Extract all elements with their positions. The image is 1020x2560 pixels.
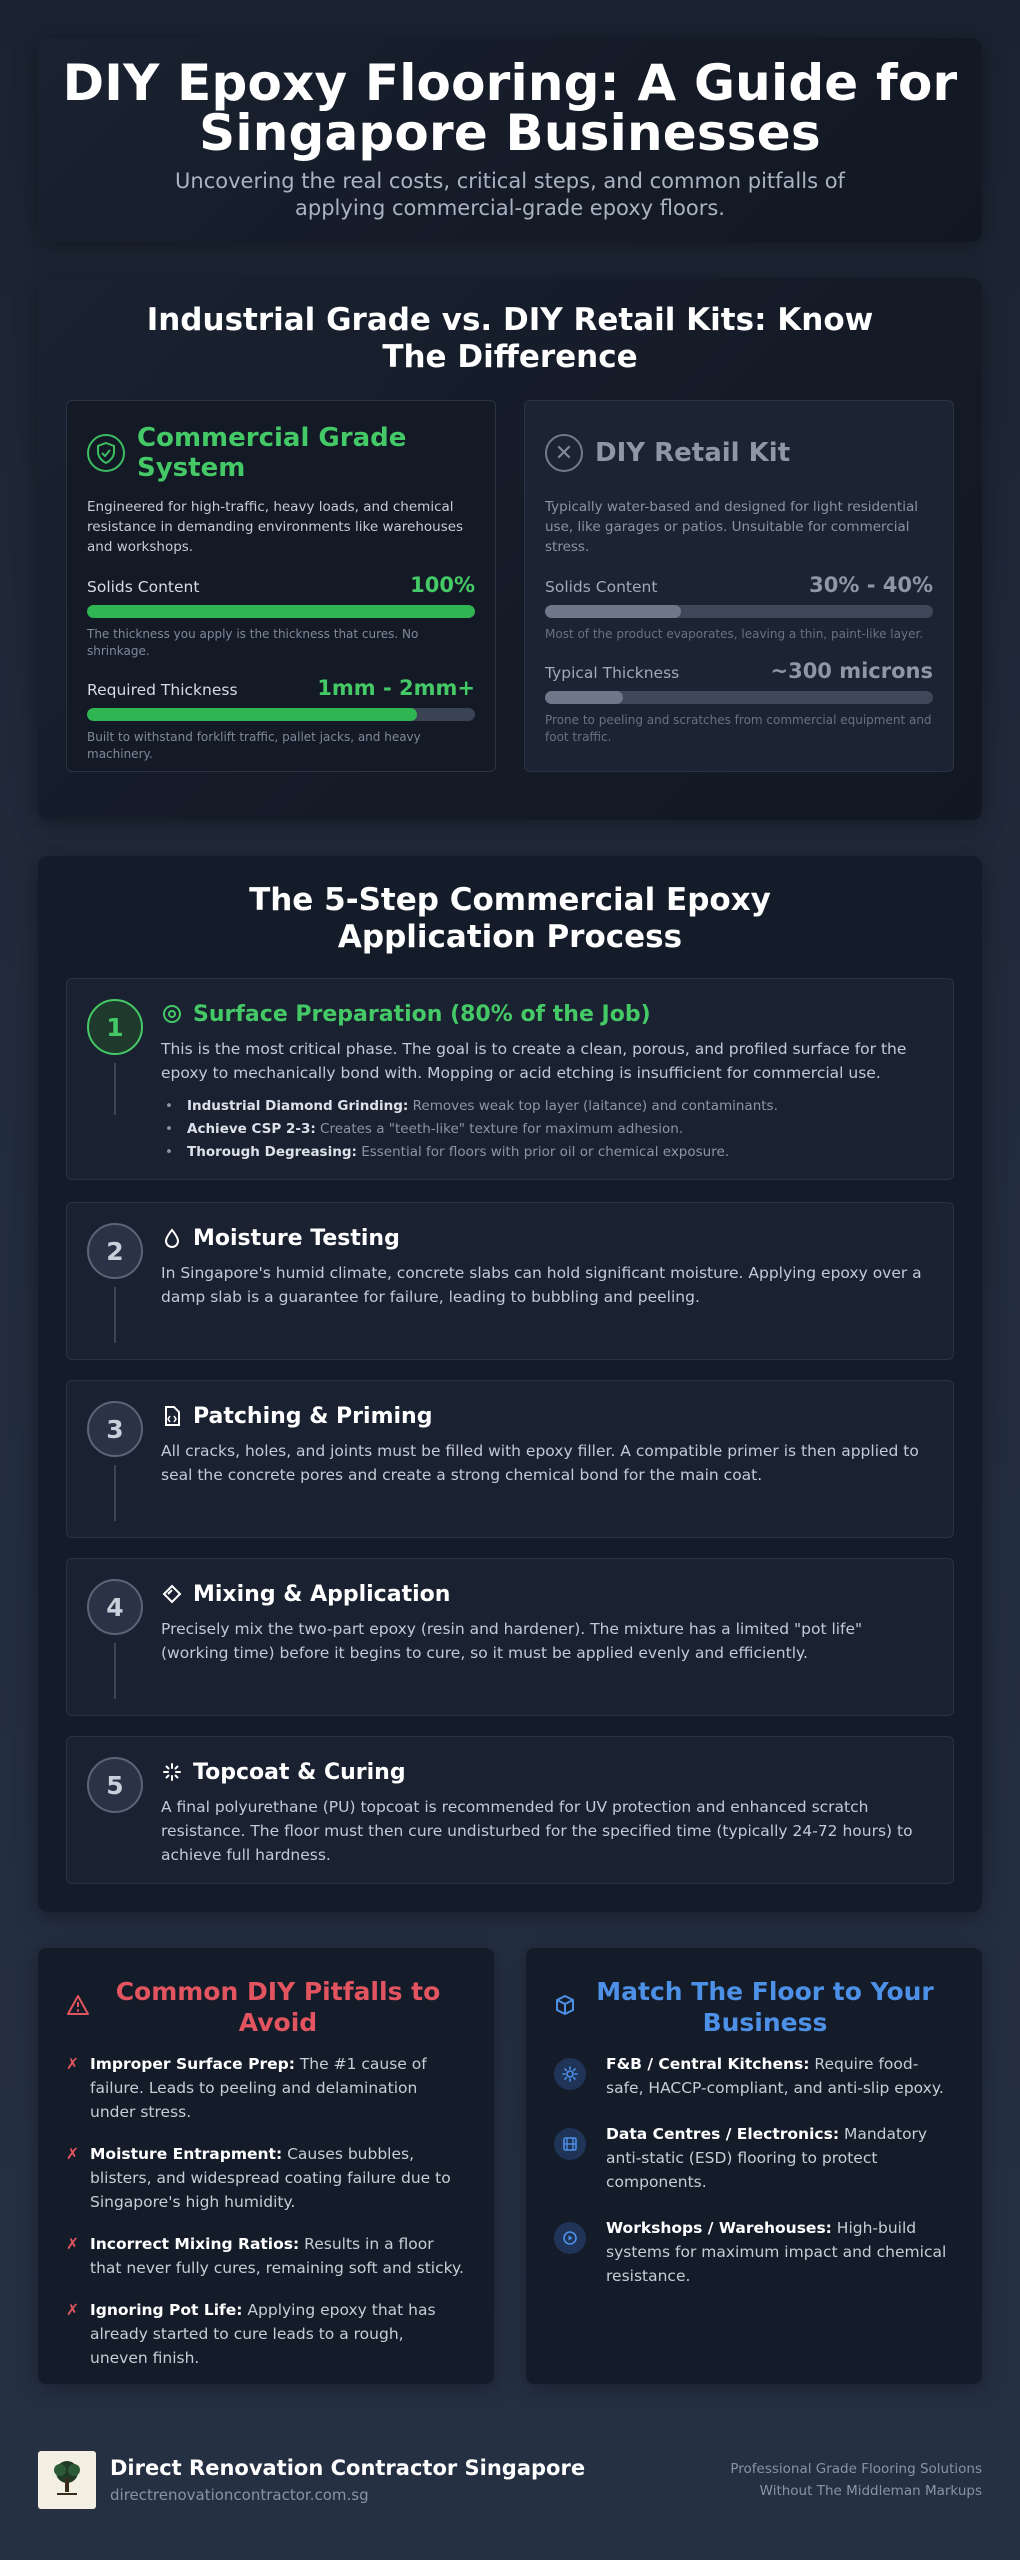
brand-name: Direct Renovation Contractor Singapore bbox=[110, 2456, 586, 2480]
process-step-5 bbox=[66, 1736, 954, 1884]
step-description: In Singapore's humid climate, concrete slabs can hold significant moisture. Applying epoxy over a damp slab is a guarantee for failure, leading to bubbling and peeling. bbox=[161, 1264, 922, 1306]
step-description: Precisely mix the two-part epoxy (resin and hardener). The mixture has a limited "pot life" (working time) before it begins to cure, so it must be applied evenly and efficiently. bbox=[161, 1620, 863, 1662]
diy-retail-card bbox=[524, 400, 954, 772]
process-step-4 bbox=[66, 1558, 954, 1716]
step-number: 4 bbox=[87, 1579, 143, 1635]
process-title: The 5-Step Commercial Epoxy Application Process bbox=[249, 882, 771, 955]
page-title: DIY Epoxy Flooring: A Guide for Singapore Businesses bbox=[62, 54, 958, 162]
step-bullet-list bbox=[161, 1095, 933, 1164]
match-list bbox=[526, 2040, 982, 2288]
process-step-3 bbox=[66, 1380, 954, 1538]
cross-mark-icon: ✗ bbox=[66, 2301, 79, 2319]
commercial-grade-card bbox=[66, 400, 496, 772]
metric-solids bbox=[87, 573, 475, 660]
comparison-title: Industrial Grade vs. DIY Retail Kits: Know The Difference bbox=[146, 302, 874, 375]
file-code-icon bbox=[161, 1405, 183, 1427]
pitfalls-card bbox=[38, 1948, 494, 2384]
pitfalls-list bbox=[38, 2040, 494, 2370]
progress-fill bbox=[545, 691, 623, 704]
metric-note: The thickness you apply is the thickness that cures. No shrinkage. bbox=[87, 627, 419, 658]
metric-value: 100% bbox=[410, 573, 475, 597]
film-icon bbox=[554, 2128, 586, 2160]
metric-thickness bbox=[545, 659, 933, 746]
comparison-section bbox=[38, 278, 982, 820]
footer-tagline bbox=[730, 2458, 982, 2502]
step-title: Mixing & Application bbox=[193, 1581, 451, 1607]
process-step-1 bbox=[66, 978, 954, 1180]
match-floor-card bbox=[526, 1948, 982, 2384]
progress-bar bbox=[545, 691, 933, 704]
diy-card-title: DIY Retail Kit bbox=[595, 438, 791, 468]
process-section bbox=[38, 856, 982, 1912]
droplet-icon bbox=[161, 1227, 183, 1249]
cube-icon bbox=[554, 1994, 576, 2020]
progress-fill bbox=[87, 708, 417, 721]
brand-url-link[interactable]: directrenovationcontractor.com.sg bbox=[110, 2486, 369, 2504]
x-circle-icon: ✕ bbox=[545, 434, 583, 472]
metric-label: Typical Thickness bbox=[545, 664, 680, 682]
step-connector bbox=[114, 1287, 116, 1343]
step-title: Surface Preparation (80% of the Job) bbox=[193, 1001, 651, 1027]
step-number: 5 bbox=[87, 1757, 143, 1813]
list-item: ✗ Ignoring Pot Life: Applying epoxy that has already started to cure leads to a rough, uneven finish. bbox=[66, 2298, 464, 2370]
match-title: Match The Floor to Your Business bbox=[596, 1977, 934, 2037]
step-connector bbox=[114, 1465, 116, 1521]
cross-mark-icon: ✗ bbox=[66, 2145, 79, 2163]
progress-fill bbox=[87, 605, 475, 618]
list-item: Data Centres / Electronics: Mandatory anti-static (ESD) flooring to protect components. bbox=[554, 2122, 952, 2194]
progress-fill bbox=[545, 605, 681, 618]
list-item: • Industrial Diamond Grinding: Removes weak top layer (laitance) and contaminants. bbox=[161, 1095, 933, 1118]
metric-label: Solids Content bbox=[545, 578, 658, 596]
metric-note: Built to withstand forklift traffic, pallet jacks, and heavy machinery. bbox=[87, 730, 421, 761]
list-item: F&B / Central Kitchens: Require food-safe, HACCP-compliant, and anti-slip epoxy. bbox=[554, 2052, 952, 2100]
step-number: 1 bbox=[87, 999, 143, 1055]
progress-bar bbox=[87, 708, 475, 721]
tag-icon bbox=[161, 1583, 183, 1605]
step-title: Moisture Testing bbox=[193, 1225, 400, 1251]
company-logo bbox=[38, 2451, 96, 2509]
metric-value: 30% - 40% bbox=[809, 573, 933, 597]
diy-card-description: Typically water-based and designed for light residential use, like garages or patios. Unsuitable for commercial stress. bbox=[545, 499, 918, 555]
metric-note: Prone to peeling and scratches from commercial equipment and foot traffic. bbox=[545, 713, 932, 744]
tagline-line: Without The Middleman Markups bbox=[759, 2483, 982, 2499]
progress-bar bbox=[87, 605, 475, 618]
metric-label: Solids Content bbox=[87, 578, 200, 596]
step-description: This is the most critical phase. The goal is to create a clean, porous, and profiled surface for the epoxy to mechanically bond with. Mopping or acid etching is insufficient for commercial use. bbox=[161, 1040, 907, 1082]
process-step-2 bbox=[66, 1202, 954, 1360]
metric-solids bbox=[545, 573, 933, 643]
footer bbox=[38, 2440, 982, 2520]
tagline-line: Professional Grade Flooring Solutions bbox=[730, 2461, 982, 2477]
shield-check-icon bbox=[87, 434, 125, 472]
metric-note: Most of the product evaporates, leaving a thin, paint-like layer. bbox=[545, 627, 924, 641]
commercial-card-description: Engineered for high-traffic, heavy loads, and chemical resistance in demanding environments like warehouses and workshops. bbox=[87, 499, 464, 555]
step-connector bbox=[114, 1063, 116, 1115]
gear-icon bbox=[554, 2058, 586, 2090]
metric-value: 1mm - 2mm+ bbox=[317, 676, 475, 700]
metric-thickness bbox=[87, 676, 475, 763]
list-item: ✗ Improper Surface Prep: The #1 cause of failure. Leads to peeling and delamination under stress. bbox=[66, 2052, 464, 2124]
sparkle-icon bbox=[161, 1761, 183, 1783]
target-icon bbox=[161, 1003, 183, 1025]
step-number: 3 bbox=[87, 1401, 143, 1457]
list-item: • Thorough Degreasing: Essential for floors with prior oil or chemical exposure. bbox=[161, 1141, 933, 1164]
step-title: Topcoat & Curing bbox=[193, 1759, 406, 1785]
step-description: A final polyurethane (PU) topcoat is recommended for UV protection and enhanced scratch resistance. The floor must then cure undisturbed for the specified time (typically 24-72 hours) to achieve full hardness. bbox=[161, 1798, 913, 1864]
step-connector bbox=[114, 1643, 116, 1699]
warning-icon bbox=[66, 1994, 90, 2020]
progress-bar bbox=[545, 605, 933, 618]
commercial-card-title: Commercial Grade System bbox=[137, 423, 407, 483]
page-subtitle: Uncovering the real costs, critical steps, and common pitfalls of applying commercial-grade epoxy floors. bbox=[175, 169, 845, 220]
play-circle-icon bbox=[554, 2222, 586, 2254]
pitfalls-title: Common DIY Pitfalls to Avoid bbox=[115, 1977, 441, 2037]
cross-mark-icon: ✗ bbox=[66, 2235, 79, 2253]
list-item: Workshops / Warehouses: High-build systems for maximum impact and chemical resistance. bbox=[554, 2216, 952, 2288]
metric-label: Required Thickness bbox=[87, 681, 238, 699]
step-number: 2 bbox=[87, 1223, 143, 1279]
list-item: ✗ Moisture Entrapment: Causes bubbles, blisters, and widespread coating failure due to Singapore's high humidity. bbox=[66, 2142, 464, 2214]
metric-value: ~300 microns bbox=[770, 659, 933, 683]
list-item: • Achieve CSP 2-3: Creates a "teeth-like" texture for maximum adhesion. bbox=[161, 1118, 933, 1141]
cross-mark-icon: ✗ bbox=[66, 2055, 79, 2073]
step-description: All cracks, holes, and joints must be filled with epoxy filler. A compatible primer is then applied to seal the concrete pores and create a strong chemical bond for the main coat. bbox=[161, 1442, 919, 1484]
hero-header bbox=[38, 38, 982, 242]
step-title: Patching & Priming bbox=[193, 1403, 433, 1429]
list-item: ✗ Incorrect Mixing Ratios: Results in a floor that never fully cures, remaining soft and sticky. bbox=[66, 2232, 464, 2280]
